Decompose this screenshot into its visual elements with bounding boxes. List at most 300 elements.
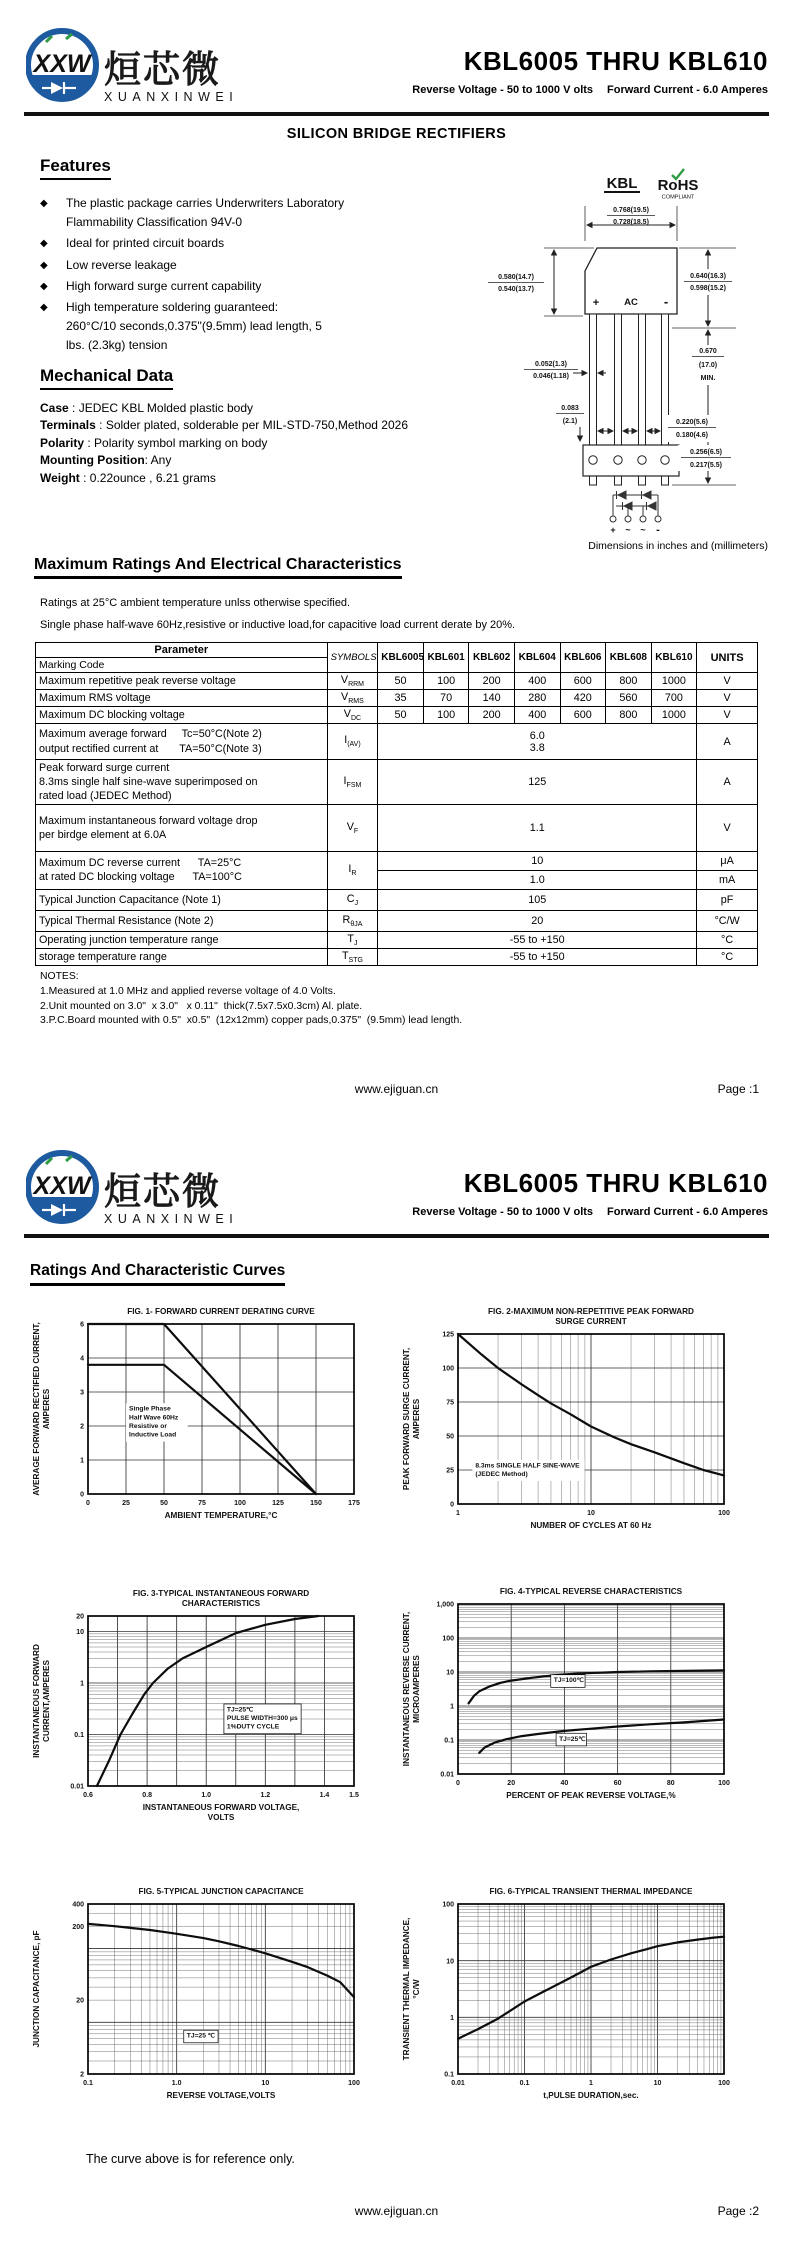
table-cell: 140 (469, 690, 515, 707)
y-axis-title: CURRENT,AMPERES (42, 1660, 51, 1742)
reference-note: The curve above is for reference only. (86, 2152, 295, 2166)
page-number: Page :1 (717, 1082, 759, 1096)
tick-label: 100 (234, 1500, 246, 1507)
tick-label: 1 (589, 2080, 593, 2087)
svg-text:0.580(14.7): 0.580(14.7) (498, 274, 534, 281)
table-cell: 1.0 (378, 870, 697, 889)
tick-label: 1.2 (260, 1792, 271, 1799)
table-row (36, 643, 758, 658)
mechanical-label: Weight (40, 470, 80, 485)
diamond-bullet-icon: ◆ (40, 259, 48, 271)
feature-item (40, 277, 400, 296)
table-cell: -55 to +150 (378, 949, 697, 966)
package-body (583, 248, 679, 485)
table-cell: 1.1 (378, 804, 697, 851)
annotation (126, 1403, 188, 1441)
header-divider (24, 112, 769, 116)
plot-border (88, 1616, 354, 1786)
y-axis-title: AMPERES (412, 1398, 421, 1440)
annotation (184, 2030, 218, 2043)
table-cell: 800 (606, 673, 652, 690)
svg-text:1%DUTY CYCLE: 1%DUTY CYCLE (226, 1723, 280, 1731)
svg-text:Inductive Load: Inductive Load (129, 1431, 177, 1439)
mechanical-label: Case (40, 401, 69, 415)
table-cell: 1000 (651, 673, 697, 690)
tick-label: 1 (80, 1680, 84, 1688)
feature-item (40, 234, 400, 253)
table-cell: 20 (378, 910, 697, 931)
table-cell: 400 (514, 673, 560, 690)
y-axis-title: MICROAMPERES (412, 1655, 421, 1723)
table-cell: KBL601 (423, 643, 469, 673)
tick-label: 50 (446, 1433, 454, 1441)
svg-text:0.220(5.6): 0.220(5.6) (676, 419, 708, 426)
table-cell: 560 (606, 690, 652, 707)
tick-label: 10 (446, 1669, 454, 1677)
tick-label: t,PULSE DURATION,sec. (543, 2091, 639, 2100)
tick-label: 100 (348, 2080, 360, 2087)
brand-name-en: XUANXINWEI (104, 1212, 239, 1226)
table-cell: 700 (651, 690, 697, 707)
curves-heading: Ratings And Characteristic Curves (30, 1262, 285, 1286)
page2-footer (0, 2204, 793, 2218)
fig5-junction-capacitance (28, 1884, 370, 2111)
table-cell: KBL608 (606, 643, 652, 673)
annotation (551, 1675, 585, 1688)
feature-item (40, 256, 400, 275)
note-item: 1.Measured at 1.0 MHz and applied reverse voltage of 4.0 Volts. (40, 985, 336, 997)
svg-text:Half Wave 60Hz: Half Wave 60Hz (129, 1414, 179, 1422)
header-divider (24, 1234, 769, 1238)
diamond-bullet-icon: ◆ (40, 301, 48, 313)
mechanical-row: Mounting Position: Any (40, 453, 172, 468)
feature-item (40, 298, 400, 356)
tick-label: 40 (560, 1780, 569, 1787)
tick-label: 0.6 (83, 1792, 93, 1799)
reverse-voltage-range: Reverse Voltage - 50 to 1000 V olts (412, 1206, 594, 1218)
footer-url[interactable]: www.ejiguan.cn (354, 1082, 439, 1096)
table-cell: 50 (378, 673, 424, 690)
table-cell: 600 (560, 707, 606, 724)
mechanical-row: Terminals : Solder plated, solderable per MIL-STD-750,Method 2026 (40, 418, 408, 433)
tick-label: 1 (456, 1510, 460, 1517)
y-axis-title: INSTANTANEOUS FORWARD (32, 1644, 41, 1758)
table-row (36, 673, 758, 690)
tick-label: 100 (442, 1365, 454, 1373)
tick-label: VOLTS (207, 1813, 235, 1822)
tick-label: 10 (446, 1958, 454, 1966)
table-cell: KBL6005 (378, 643, 424, 673)
table-cell: Parameter (36, 643, 328, 658)
table-row (36, 804, 758, 851)
y-axis-title: JUNCTION CAPACITANCE, pF (32, 1930, 41, 2048)
ac-marking: AC (624, 297, 638, 308)
table-cell: 105 (378, 889, 697, 910)
terminal-ac2: ~ (640, 525, 646, 535)
mechanical-data-section (40, 366, 420, 487)
tick-label: 0.1 (83, 2080, 93, 2087)
tick-label: 1 (450, 1703, 454, 1711)
tick-label: SURGE CURRENT (555, 1317, 627, 1326)
reverse-voltage-range: Reverse Voltage - 50 to 1000 V olts (412, 84, 594, 96)
note-item: 3.P.C.Board mounted with 0.5" x0.5" (12x12mm) copper pads,0.375" (9.5mm) lead length. (40, 1015, 463, 1027)
footer-url[interactable]: www.ejiguan.cn (354, 2204, 439, 2218)
tick-label: PERCENT OF PEAK REVERSE VOLTAGE,% (506, 1791, 676, 1800)
mechanical-label: Mounting Position (40, 453, 145, 468)
feature-text: High forward surge current capability (66, 278, 262, 293)
fig1-derating-curve (28, 1304, 370, 1531)
table-cell: Operating junction temperature range (36, 932, 328, 949)
tick-label: 200 (72, 1923, 84, 1931)
table-row (36, 724, 758, 759)
notes-section: NOTES: 1.Measured at 1.0 MHz and applied reverse voltage of 4.0 Volts. 2.Unit mounted on 3.0" x 3.0" x 0.11" thick(7.5x7.5x0.3cm) Al. plate. 3.P.C.Board mounted with 0.5" x0.5" (12x12mm) copper pads,0.375" (9.5mm) lead length. (40, 970, 462, 1029)
fig6-thermal-impedance (398, 1884, 740, 2111)
brand-logo-mark (26, 22, 100, 108)
table-cell: 125 (378, 759, 697, 804)
tick-label: 20 (76, 1997, 84, 2005)
tick-label: 1.4 (319, 1792, 330, 1799)
minus-marking: - (663, 294, 669, 309)
tick-label: 0.1 (444, 1737, 454, 1745)
brand-logo-mark (26, 1144, 100, 1230)
table-cell: V (697, 707, 758, 724)
ratings-condition-1: Ratings at 25°C ambient temperature unlss otherwise specified. (40, 597, 351, 609)
terminal-plus: + (610, 525, 616, 535)
y-axis-title: AMPERES (42, 1388, 51, 1430)
series-VF (97, 1616, 319, 1786)
table-cell: $T_J$ (327, 932, 378, 949)
tick-label: FIG. 3-TYPICAL INSTANTANEOUS FORWARD (132, 1589, 310, 1598)
tick-label: 25 (122, 1500, 130, 1507)
features-section (40, 156, 400, 358)
svg-text:TJ=25℃: TJ=25℃ (559, 1735, 586, 1743)
table-cell: Typical Junction Capacitance (Note 1) (36, 889, 328, 910)
bridge-schematic (610, 491, 661, 522)
svg-text:8.3ms SINGLE HALF SINE-WAVE: 8.3ms SINGLE HALF SINE-WAVE (475, 1462, 580, 1470)
tick-label: 20 (76, 1613, 84, 1621)
mechanical-label: Polarity (40, 435, 85, 450)
doc-title: SILICON BRIDGE RECTIFIERS (286, 126, 507, 142)
note-item: 2.Unit mounted on 3.0" x 3.0" x 0.11" thick(7.5x7.5x0.3cm) Al. plate. (40, 1000, 363, 1012)
table-cell: A (697, 759, 758, 804)
mechanical-row: Weight : 0.22ounce , 6.21 grams (40, 470, 216, 485)
svg-text:0.083: 0.083 (561, 405, 579, 412)
title-block (398, 46, 768, 96)
svg-text:TJ=25℃: TJ=25℃ (226, 1706, 254, 1714)
table-cell: μA (697, 851, 758, 870)
table-cell: A (697, 724, 758, 759)
feature-text: Low reverse leakage (66, 257, 177, 272)
gridlines (88, 1904, 354, 2074)
plot-border (458, 1604, 724, 1774)
tick-label: 100 (442, 1635, 454, 1643)
table-cell: °C (697, 949, 758, 966)
table-row (36, 910, 758, 931)
table-cell: 35 (378, 690, 424, 707)
ratings-subtitle (398, 84, 768, 96)
svg-text:0.670: 0.670 (699, 348, 717, 355)
table-cell: Maximum repetitive peak reverse voltage (36, 673, 328, 690)
tick-label: 60 (613, 1780, 622, 1787)
table-row (36, 851, 758, 870)
logo-letters: XXW (33, 1172, 91, 1200)
tick-label: 4 (80, 1355, 84, 1363)
brand-name-cn: 烜芯微 (104, 49, 221, 90)
tick-label: 1.0 (171, 2080, 182, 2087)
tick-label: 0.1 (519, 2080, 530, 2087)
table-row (36, 690, 758, 707)
tick-label: 10 (261, 2080, 270, 2087)
tick-label: REVERSE VOLTAGE,VOLTS (166, 2091, 276, 2100)
table-cell: $I_R$ (327, 851, 378, 889)
table-cell: Peak forward surge current 8.3ms single half sine-wave superimposed on rated load (JEDEC Method) (36, 759, 328, 804)
table-cell: KBL602 (469, 643, 515, 673)
svg-text:0.728(18.5): 0.728(18.5) (613, 219, 649, 226)
tick-label: 0.01 (70, 1783, 84, 1791)
ratings-table (35, 642, 758, 966)
ratings-subtitle (398, 1206, 768, 1218)
tick-label: NUMBER OF CYCLES AT 60 Hz (530, 1521, 652, 1530)
table-row (36, 759, 758, 804)
table-cell: $I_{(AV)}$ (327, 724, 378, 759)
tick-label: 20 (507, 1780, 516, 1787)
svg-text:TJ=25 ℃: TJ=25 ℃ (186, 2032, 216, 2040)
table-cell: -55 to +150 (378, 932, 697, 949)
forward-current-rating: Forward Current - 6.0 Amperes (607, 84, 768, 96)
tick-label: CHARACTERISTICS (181, 1599, 261, 1608)
gridlines (458, 1604, 724, 1774)
annotation (556, 1733, 586, 1746)
tick-label: 400 (72, 1901, 84, 1909)
table-row (36, 889, 758, 910)
table-cell: Typical Thermal Resistance (Note 2) (36, 910, 328, 931)
svg-text:MIN.: MIN. (700, 375, 716, 382)
brand-logo (26, 1144, 238, 1230)
mechanical-label: Terminals (40, 418, 96, 433)
table-cell: 70 (423, 690, 469, 707)
table-cell: pF (697, 889, 758, 910)
svg-text:0.598(15.2): 0.598(15.2) (690, 285, 726, 292)
brand-logo (26, 22, 238, 108)
tick-label: FIG. 2-MAXIMUM NON-REPETITIVE PEAK FORWARD (488, 1307, 694, 1316)
table-cell: $V_{DC}$ (327, 707, 378, 724)
ratings-condition-2: Single phase half-wave 60Hz,resistive or inductive load,for capacitive load current derate by 20%. (40, 619, 516, 631)
svg-text:0.540(13.7): 0.540(13.7) (498, 286, 534, 293)
table-cell: 280 (514, 690, 560, 707)
tick-label: 10 (76, 1629, 84, 1637)
tick-label: 75 (198, 1500, 206, 1507)
table-cell: °C (697, 932, 758, 949)
plus-marking: + (592, 297, 600, 309)
table-cell: 100 (423, 707, 469, 724)
svg-text:RoHS: RoHS (657, 177, 699, 194)
svg-text:Single Phase: Single Phase (129, 1405, 171, 1413)
tick-label: INSTANTANEOUS FORWARD VOLTAGE, (142, 1803, 300, 1812)
svg-text:Resistive or: Resistive or (129, 1422, 167, 1430)
page-number: Page :2 (717, 2204, 759, 2218)
package-outline-drawing (420, 148, 790, 548)
table-cell: Maximum DC blocking voltage (36, 707, 328, 724)
tick-label: 0.8 (142, 1792, 152, 1799)
table-cell: KBL606 (560, 643, 606, 673)
table-cell: 800 (606, 707, 652, 724)
tick-label: 0 (450, 1501, 454, 1509)
table-cell: storage temperature range (36, 949, 328, 966)
svg-text:0.256(6.5): 0.256(6.5) (690, 449, 722, 456)
svg-text:(17.0): (17.0) (698, 362, 718, 369)
tick-label: 125 (272, 1500, 284, 1507)
tick-label: FIG. 4-TYPICAL REVERSE CHARACTERISTICS (499, 1587, 683, 1596)
svg-text:(JEDEC Method): (JEDEC Method) (475, 1470, 528, 1478)
tick-label: 100 (718, 1510, 730, 1517)
diamond-bullet-icon: ◆ (40, 238, 48, 250)
y-axis-title: °C/W (412, 1979, 421, 1999)
header (0, 1122, 793, 1239)
table-cell: Marking Code (36, 658, 328, 673)
svg-text:0.217(5.5): 0.217(5.5) (690, 462, 722, 469)
feature-item (40, 194, 400, 232)
rohs-icon (658, 169, 699, 201)
page-2 (0, 1122, 793, 2244)
logo-letters: XXW (33, 50, 91, 78)
fig3-forward-characteristics (28, 1586, 370, 1833)
gridlines (88, 1616, 354, 1786)
chart-fig6 (398, 1884, 740, 2106)
plot-border (88, 1904, 354, 2074)
gridlines (458, 1904, 724, 2074)
annotation (472, 1460, 584, 1481)
tick-label: 25 (446, 1467, 454, 1475)
y-axis-title: TRANSIENT THERMAL IMPEDANCE, (402, 1917, 411, 2061)
tick-label: 0.01 (451, 2080, 465, 2087)
table-cell: UNITS (697, 643, 758, 673)
table-cell: Maximum instantaneous forward voltage drop per birdge element at 6.0A (36, 804, 328, 851)
feature-text: The plastic package carries Underwriters Laboratory Flammability Classification 94V-0 (66, 196, 345, 230)
svg-text:(2.1): (2.1) (562, 418, 578, 425)
table-cell: 1000 (651, 707, 697, 724)
svg-text:0.768(19.5): 0.768(19.5) (613, 207, 649, 214)
tick-label: 100 (718, 2080, 730, 2087)
chart-fig1 (28, 1304, 370, 1526)
table-cell: 6.0 3.8 (378, 724, 697, 759)
tick-label: FIG. 5-TYPICAL JUNCTION CAPACITANCE (138, 1887, 304, 1896)
chart-fig5 (28, 1884, 370, 2106)
terminal-ac1: ~ (625, 525, 631, 535)
tick-label: 125 (442, 1331, 454, 1339)
mechanical-heading: Mechanical Data (40, 366, 173, 390)
forward-current-rating: Forward Current - 6.0 Amperes (607, 1206, 768, 1218)
annotation (224, 1704, 301, 1734)
terminal-minus: - (656, 524, 660, 536)
tick-label: 10 (587, 1510, 595, 1517)
tick-label: 6 (80, 1321, 84, 1329)
dimensions-caption: Dimensions in inches and (millimeters) (588, 540, 768, 552)
tick-label: 2 (80, 1423, 84, 1431)
tick-label: 2 (80, 2071, 84, 2079)
tick-label: 0 (86, 1500, 90, 1507)
brand-text (104, 51, 238, 108)
svg-text:COMPLIANT: COMPLIANT (661, 194, 695, 201)
svg-text:0.640(16.3): 0.640(16.3) (690, 273, 726, 280)
diamond-bullet-icon: ◆ (40, 280, 48, 292)
tick-label: 1 (450, 2014, 454, 2022)
tick-label: FIG. 6-TYPICAL TRANSIENT THERMAL IMPEDANCE (489, 1887, 693, 1896)
tick-label: 0 (456, 1780, 460, 1787)
tick-label: 1 (80, 1457, 84, 1465)
table-cell: $V_{RRM}$ (327, 673, 378, 690)
tick-label: 150 (310, 1500, 322, 1507)
svg-text:PULSE WIDTH=300 μs: PULSE WIDTH=300 μs (226, 1715, 298, 1723)
header (0, 0, 793, 117)
ratings-table-mount (35, 642, 758, 966)
package-name-label: KBL (606, 175, 638, 192)
table-cell: 50 (378, 707, 424, 724)
table-cell: 420 (560, 690, 606, 707)
tick-label: 1,000 (436, 1601, 454, 1609)
feature-text: High temperature soldering guaranteed: 260°C/10 seconds,0.375"(9.5mm) lead length, 5 lbs. (2.3kg) tension (66, 299, 322, 353)
table-row (36, 949, 758, 966)
table-cell: V (697, 804, 758, 851)
chart-fig3 (28, 1586, 370, 1828)
tick-label: 175 (348, 1500, 360, 1507)
tick-label: 0.1 (444, 2071, 454, 2079)
table-cell: 600 (560, 673, 606, 690)
tick-label: 1.5 (349, 1792, 359, 1799)
tick-label: 0.1 (74, 1732, 84, 1740)
svg-text:0.180(4.6): 0.180(4.6) (676, 432, 708, 439)
table-cell: V (697, 673, 758, 690)
tick-label: 10 (653, 2080, 662, 2087)
svg-text:TJ=100℃: TJ=100℃ (553, 1677, 585, 1685)
table-cell: 10 (378, 851, 697, 870)
part-number-title: KBL6005 THRU KBL610 (463, 1168, 768, 1198)
tick-label: 1.0 (201, 1792, 212, 1799)
y-axis-title: INSTANTANEOUS REVERSE CURRENT, (402, 1611, 411, 1767)
tick-label: 100 (718, 1780, 730, 1787)
tick-label: 50 (160, 1500, 168, 1507)
table-cell: mA (697, 870, 758, 889)
table-cell: 400 (514, 707, 560, 724)
table-cell: $V_F$ (327, 804, 378, 851)
mechanical-row: Polarity : Polarity symbol marking on body (40, 435, 268, 450)
features-heading: Features (40, 156, 111, 180)
table-cell: $T_{STG}$ (327, 949, 378, 966)
table-cell: 100 (423, 673, 469, 690)
table-cell: $C_J$ (327, 889, 378, 910)
part-number-title: KBL6005 THRU KBL610 (463, 46, 768, 76)
table-cell: SYMBOLS (327, 643, 378, 673)
ratings-heading: Maximum Ratings And Electrical Characteristics (34, 556, 402, 579)
table-row (36, 707, 758, 724)
mechanical-list (40, 400, 420, 487)
fig4-reverse-characteristics (398, 1584, 740, 1811)
table-cell: KBL610 (651, 643, 697, 673)
svg-text:0.046(1.18): 0.046(1.18) (533, 373, 569, 380)
tick-label: 0.01 (440, 1771, 454, 1779)
series-TJ=25℃ (479, 1720, 724, 1753)
chart-fig2 (398, 1304, 740, 1536)
brand-name-en: XUANXINWEI (104, 90, 239, 104)
brand-name-cn: 烜芯微 (104, 1171, 221, 1212)
chart-fig4 (398, 1584, 740, 1806)
table-cell: $I_{FSM}$ (327, 759, 378, 804)
table-cell: Maximum average forward Tc=50°C(Note 2) output rectified current at TA=50°C(Note 3) (36, 724, 328, 759)
tick-label: FIG. 1- FORWARD CURRENT DERATING CURVE (127, 1307, 315, 1316)
table-cell: KBL604 (514, 643, 560, 673)
page1-footer (0, 1082, 793, 1096)
table-cell: 200 (469, 707, 515, 724)
tick-label: 100 (442, 1901, 454, 1909)
